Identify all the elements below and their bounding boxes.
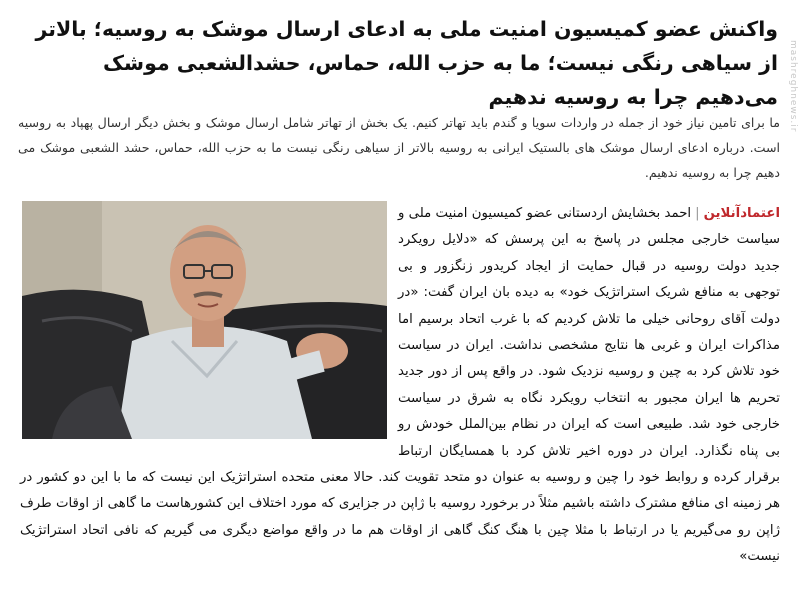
source-separator: | (695, 206, 700, 221)
body-text: احمد بخشایش اردستانی عضو کمیسیون امنیت ملی و سیاست خارجی مجلس در پاسخ به این پرسش که «دلایل رویکرد جدید دولت روسیه در قبال حمایت از ایجاد کریدور زنگزور و بی توجهی به منافع شریک استراتژیک خود» به دیده بان ایران گفت: «در دولت آقای روحانی خیلی ما تلاش کردیم که با غرب اتحاد برسیم اما مذاکرات ایران و غربی ها نتایج مشخصی نداشت. ایران در سیاست خود تلاش کرد به چین و روسیه نزدیک شود. در واقع پس از دور جدید تحریم ها ایران مجبور به انتخاب رویکرد نگاه به شرق در سیاست خارجی خود شد. طبیعی است که ایران در نظام بین‌الملل خودش رو بی پناه نگذارد. ایران در دوره اخیر تلاش کرد با همسایگان ارتباط برقرار کرده و روابط خود را چین و روسیه به عنوان دو متحد تقویت کند. حالا معنی متحده استراتژیک این نیست که ما با این دو کشور در هر زمینه ای منافع مشترک داشته باشیم مثلاً در برخورد روسیه با ژاپن در جزایری که مورد اختلاف این کشورهاست ما گاهی از اوقات طرف ژاپن رو می‌گیریم یا در ارتباط با مثلا چین با هنگ کنگ گاهی از اوقات هم ما در واقع مواضع دیگری می گیریم که نافی اتحاد استراتژیک نیست» (20, 206, 780, 565)
article-title: واکنش عضو کمیسیون امنیت ملی به ادعای ارسال موشک به روسیه؛ بالاتر از سیاهی رنگی نیست؛ ما به حزب الله، حماس، حشدالشعبی موشک می‌دهیم چرا به روسیه ندهیم (35, 17, 778, 109)
watermark-text: mashreghnews.ir (788, 40, 798, 133)
source-label[interactable]: اعتمادآنلاین (703, 206, 780, 221)
photo-spacer (20, 201, 398, 447)
article-lead: ما برای تامین نیاز خود از جمله در واردات سویا و گندم باید تهاتر کنیم. یک بخش از تهاتر شامل ارسال موشک و بخش دیگر ارسال پهپاد به روسیه است. درباره ادعای ارسال موشک های بالستیک ایرانی به روسیه بالاتر از سیاهی رنگی نیست ما به حزب الله، حماس، حشد الشعبی موشک می دهیم چرا به روسیه ندهیم. (18, 115, 780, 180)
article-body (20, 201, 780, 571)
